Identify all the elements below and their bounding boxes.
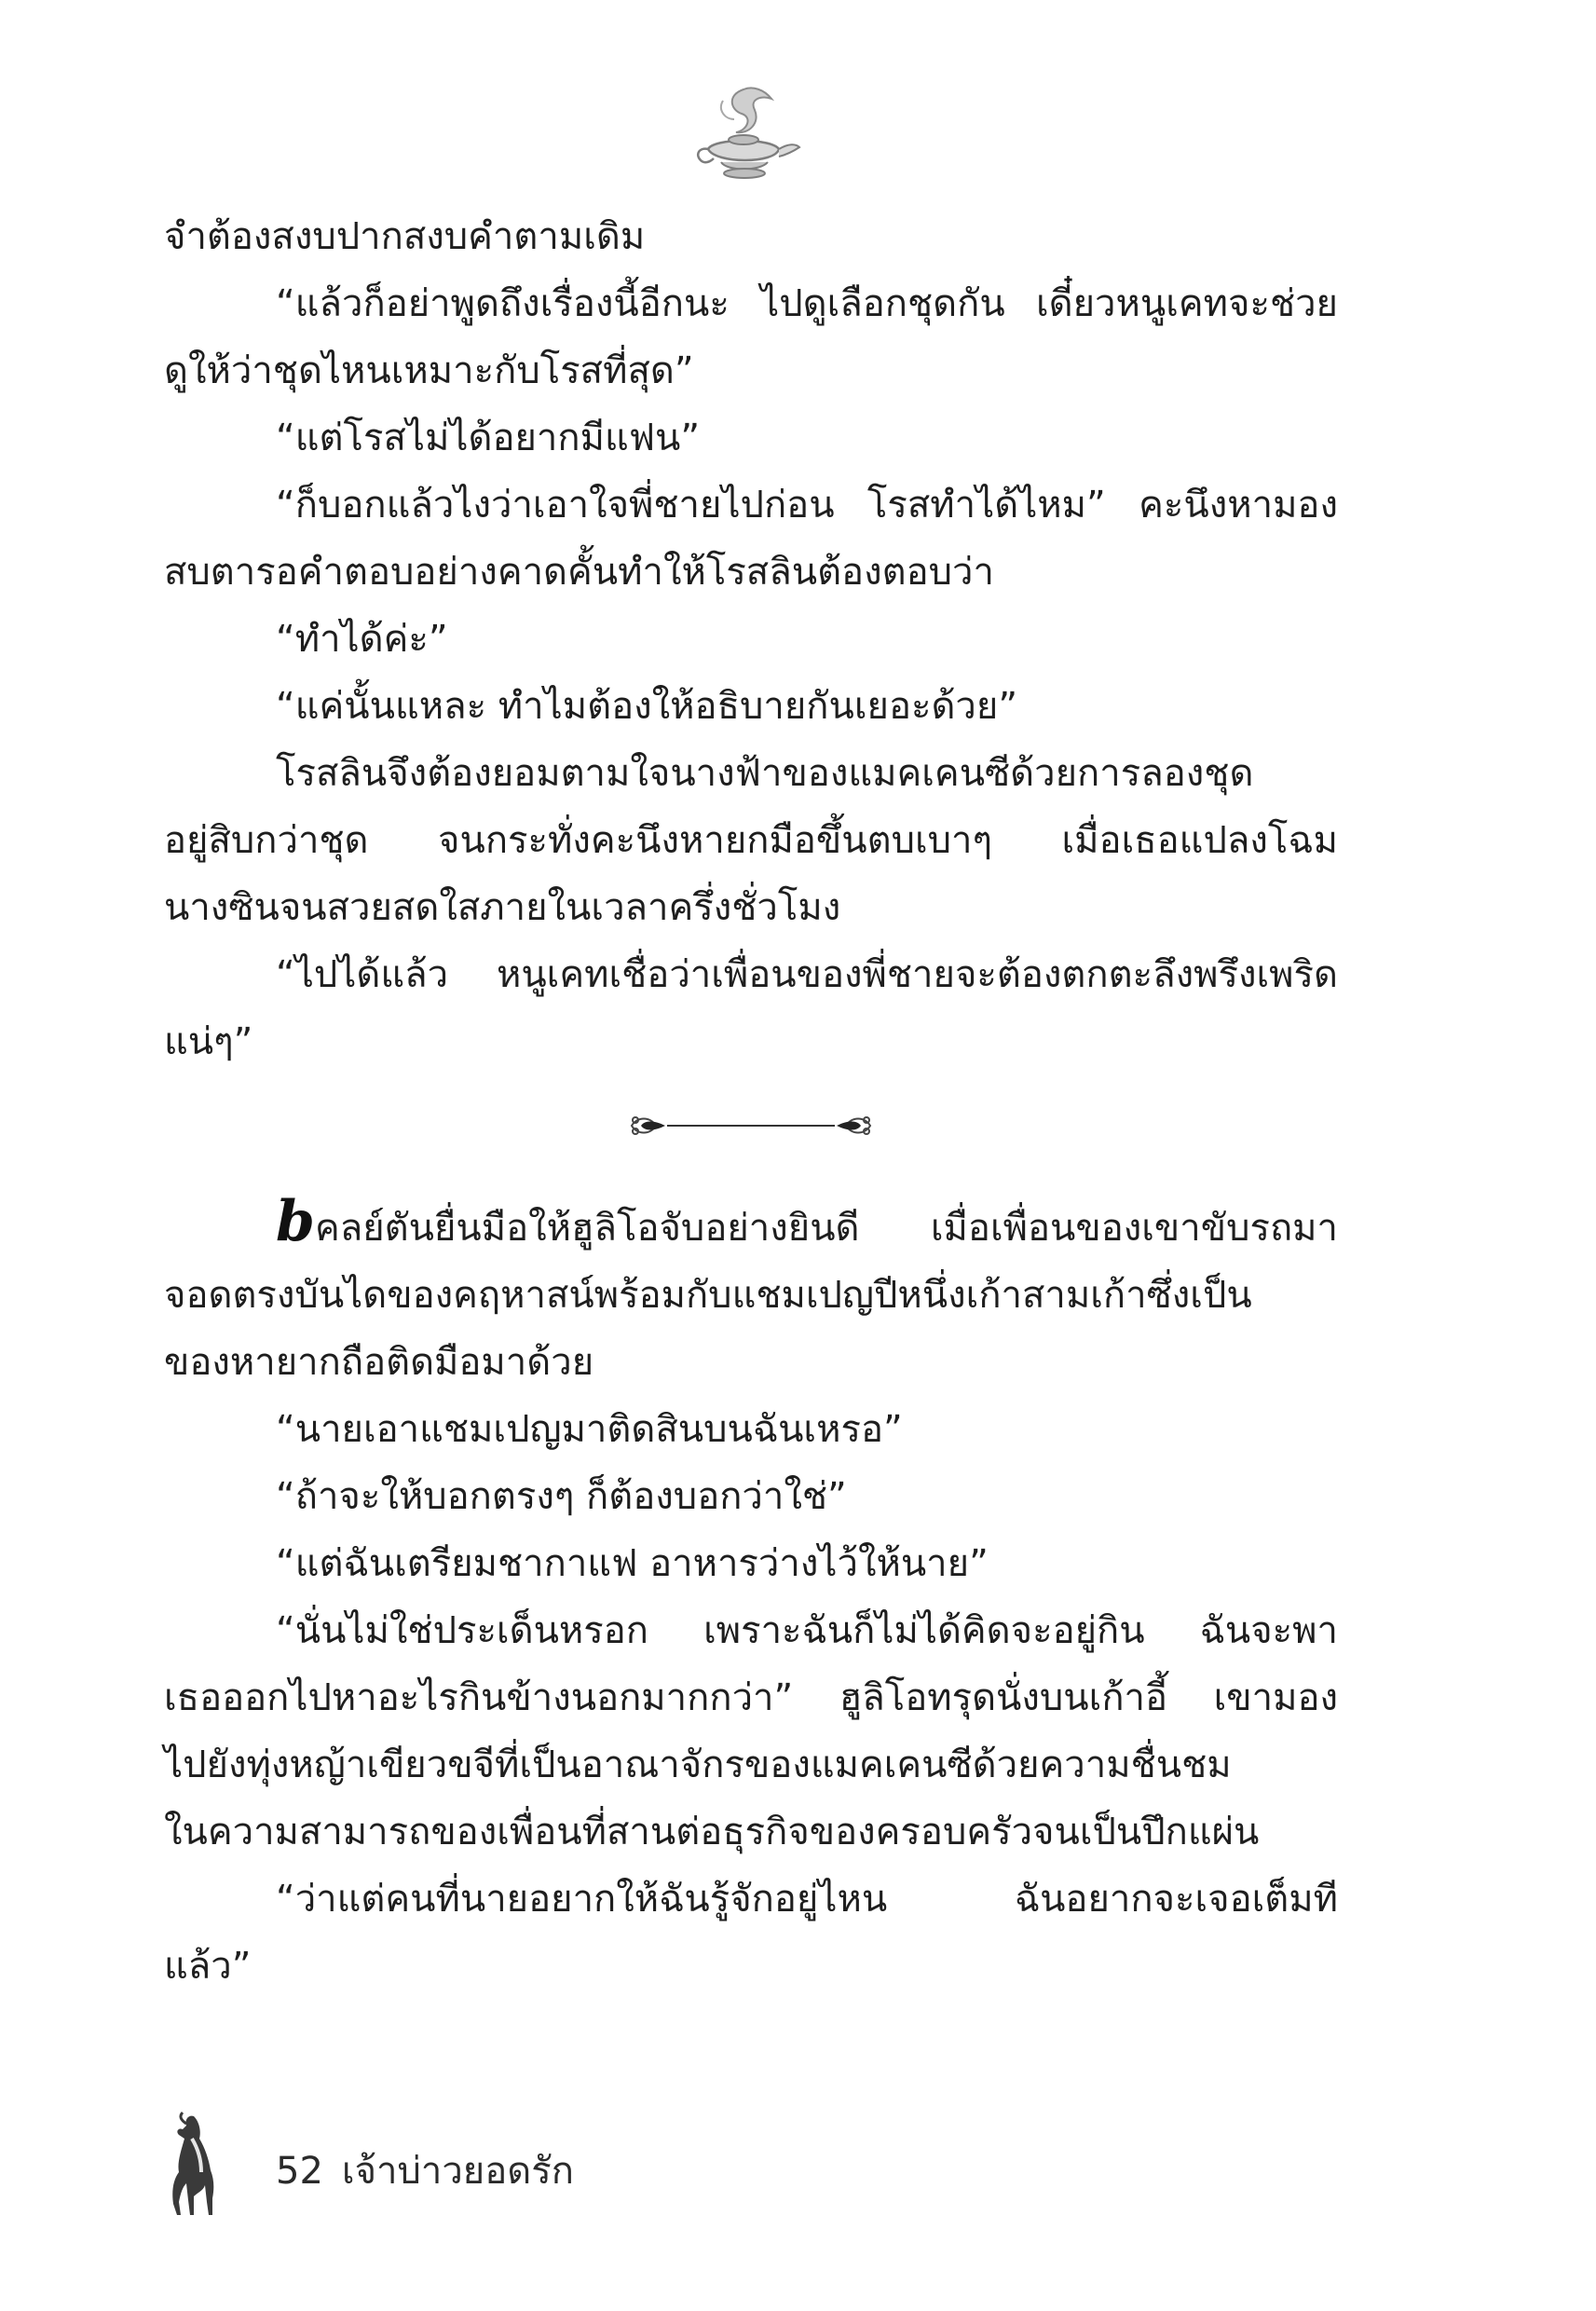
paragraph-line: นางซินจนสวยสดใสภายในเวลาครึ่งชั่วโมง: [164, 886, 841, 929]
paragraph-line: “นายเอาแชมเปญมาติดสินบนฉันเหรอ”: [276, 1408, 903, 1451]
paragraph-line: อยู่สิบกว่าชุด จนกระทั่งคะนึงหายกมือขึ้นตบเบาๆ เมื่อเธอแปลงโฉม: [164, 819, 1338, 862]
page-number: 52: [276, 2150, 323, 2193]
paragraph-line: “แต่โรสไม่ได้อยากมีแฟน”: [276, 417, 701, 459]
horse-icon: [160, 2111, 225, 2221]
paragraph-line: “แต่ฉันเตรียมชากาแฟ อาหารว่างไว้ให้นาย”: [276, 1542, 989, 1585]
paragraph-line: “แล้วก็อย่าพูดถึงเรื่องนี้อีกนะ ไปดูเลือกชุดกัน เดี๋ยวหนูเคทจะช่วย: [276, 282, 1338, 325]
body-text: [164, 203, 1338, 2000]
paragraph-line: จำต้องสงบปากสงบคำตามเดิม: [164, 215, 646, 258]
paragraph-line: แล้ว”: [164, 1945, 252, 1988]
first-line-text: คลย์ตันยื่นมือให้ฮูลิโอจับอย่างยินดี เมื่อเพื่อนของเขาขับรถมา: [314, 1207, 1338, 1250]
section-divider: [164, 1075, 1338, 1195]
paragraph-line: “ไปได้แล้ว หนูเคทเชื่อว่าเพื่อนของพี่ชายจะต้องตกตะลึงพรึงเพริด: [276, 953, 1338, 996]
paragraph-line: “ว่าแต่คนที่นายอยากให้ฉันรู้จักอยู่ไหน ฉันอยากจะเจอเต็มที: [276, 1878, 1338, 1921]
paragraph-line: ดูให้ว่าชุดไหนเหมาะกับโรสที่สุด”: [164, 349, 694, 392]
book-title: เจ้าบ่าวยอดรัก: [341, 2150, 574, 2193]
paragraph-line: ของหายากถือติดมือมาด้วย: [164, 1341, 594, 1384]
paragraph-line: แน่ๆ”: [164, 1020, 253, 1063]
paragraph-line: “นั่นไม่ใช่ประเด็นหรอก เพราะฉันก็ไม่ได้คิดจะอยู่กิน ฉันจะพา: [276, 1609, 1338, 1652]
paragraph-line: ไปยังทุ่งหญ้าเขียวขจีที่เป็นอาณาจักรของแมคเคนซีด้วยความชื่นชม: [164, 1744, 1232, 1786]
teapot-lamp-icon: [689, 82, 801, 198]
paragraph-line: “ก็บอกแล้วไงว่าเอาใจพี่ชายไปก่อน โรสทำได้ไหม” คะนึงหามอง: [276, 484, 1338, 526]
page-footer: [276, 2143, 574, 2199]
paragraph-line: โรสลินจึงต้องยอมตามใจนางฟ้าของแมคเคนซีด้วยการลองชุด: [276, 752, 1254, 795]
paragraph-line: “แค่นั้นแหละ ทำไมต้องให้อธิบายกันเยอะด้วย”: [276, 685, 1018, 728]
paragraph-line: สบตารอคำตอบอย่างคาดคั้นทำให้โรสลินต้องตอบว่า: [164, 551, 994, 594]
drop-cap: b: [276, 1189, 315, 1254]
paragraph-line: “ถ้าจะให้บอกตรงๆ ก็ต้องบอกว่าใช่”: [276, 1475, 847, 1518]
paragraph-line: เธอออกไปหาอะไรกินข้างนอกมากกว่า” ฮูลิโอทรุดนั่งบนเก้าอี้ เขามอง: [164, 1676, 1338, 1719]
paragraph-line: จอดตรงบันไดของคฤหาสน์พร้อมกับแชมเปญปีหนึ่งเก้าสามเก้าซึ่งเป็น: [164, 1274, 1252, 1317]
paragraph-line: “ทำได้ค่ะ”: [276, 618, 448, 661]
ornamental-divider-icon: [628, 1111, 874, 1141]
section-first-line: [164, 1189, 1338, 1262]
paragraph-line: ในความสามารถของเพื่อนที่สานต่อธุรกิจของครอบครัวจนเป็นปึกแผ่น: [164, 1811, 1260, 1853]
